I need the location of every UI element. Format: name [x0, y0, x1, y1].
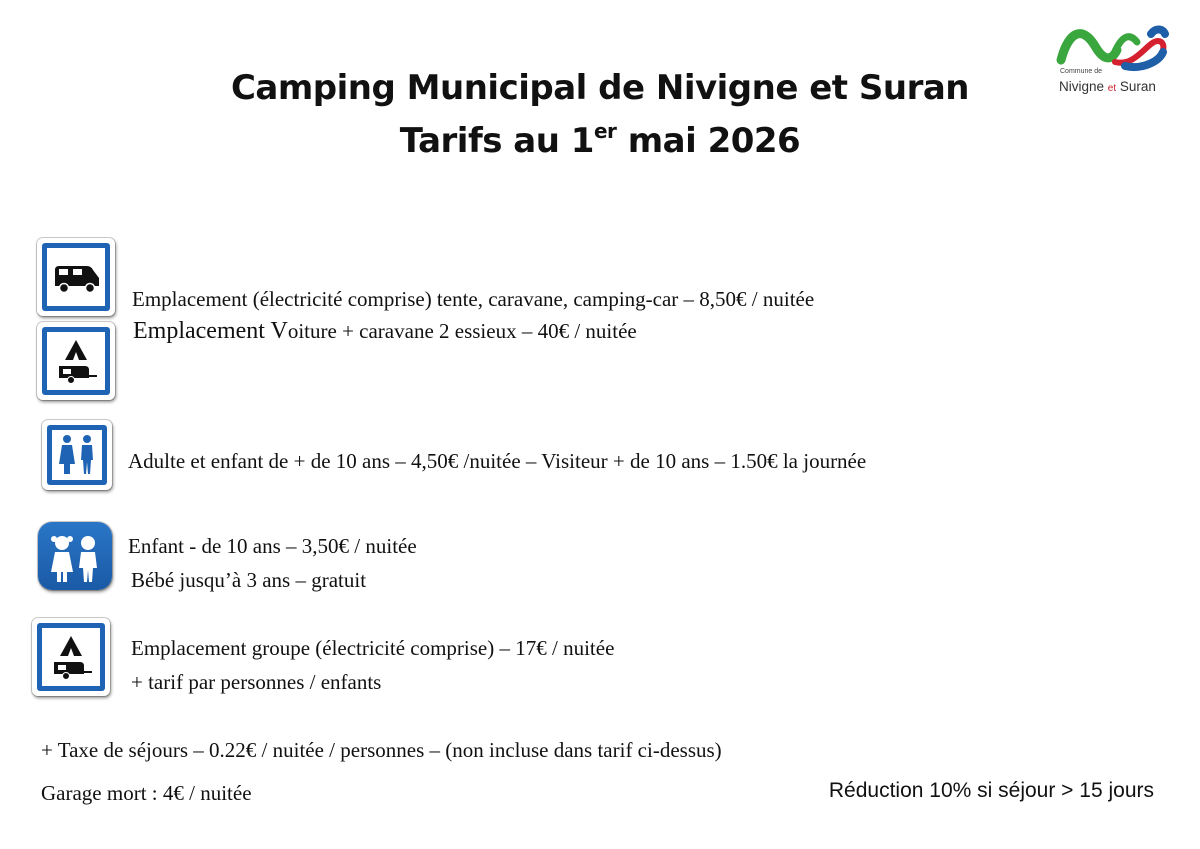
subtitle-prefix: Tarifs au 1	[399, 121, 594, 161]
tent-caravan-sign-icon	[37, 322, 115, 400]
voiture-caravane-prefix: Emplacement V	[133, 318, 288, 344]
camping-car-sign-icon	[37, 238, 115, 316]
voiture-caravane-rest: oiture + caravane 2 essieux – 40€ / nuitée	[287, 319, 637, 343]
subtitle-superscript: er	[593, 119, 617, 143]
logo-small-text: Commune de	[1060, 68, 1103, 75]
tarif-voiture-caravane	[133, 318, 637, 345]
tarif-adulte: Adulte et enfant de + de 10 ans – 4,50€ /nuitée – Visiteur + de 10 ans – 1.50€ la journée	[128, 449, 867, 473]
logo-name	[1059, 79, 1156, 94]
logo-waves-icon	[1055, 22, 1170, 72]
tarif-groupe: Emplacement groupe (électricité comprise) – 17€ / nuitée	[131, 636, 615, 660]
group-tent-caravan-sign-icon	[32, 618, 110, 696]
tarif-enfant: Enfant - de 10 ans – 3,50€ / nuitée	[128, 534, 417, 558]
page-title: Camping Municipal de Nivigne et Suran	[230, 68, 970, 108]
children-sign-icon	[38, 522, 112, 590]
logo-name-part2: et	[1107, 83, 1117, 94]
page-subtitle	[0, 119, 1200, 161]
tarif-groupe-extra: + tarif par personnes / enfants	[131, 670, 382, 694]
adults-sign-icon	[42, 420, 112, 490]
tarif-bebe: Bébé jusqu’à 3 ans – gratuit	[131, 568, 367, 592]
garage-mort: Garage mort : 4€ / nuitée	[41, 781, 252, 805]
logo-name-part3: Suran	[1116, 79, 1156, 94]
reduction-note: Réduction 10% si séjour > 15 jours	[828, 779, 1154, 802]
taxe-sejour: + Taxe de séjours – 0.22€ / nuitée / personnes – (non incluse dans tarif ci-dessus)	[41, 738, 722, 762]
commune-logo	[1055, 22, 1170, 102]
tarif-emplacement: Emplacement (électricité comprise) tente, caravane, camping-car – 8,50€ / nuitée	[132, 287, 815, 311]
subtitle-suffix: mai 2026	[616, 121, 801, 161]
logo-name-part1: Nivigne	[1059, 79, 1108, 94]
